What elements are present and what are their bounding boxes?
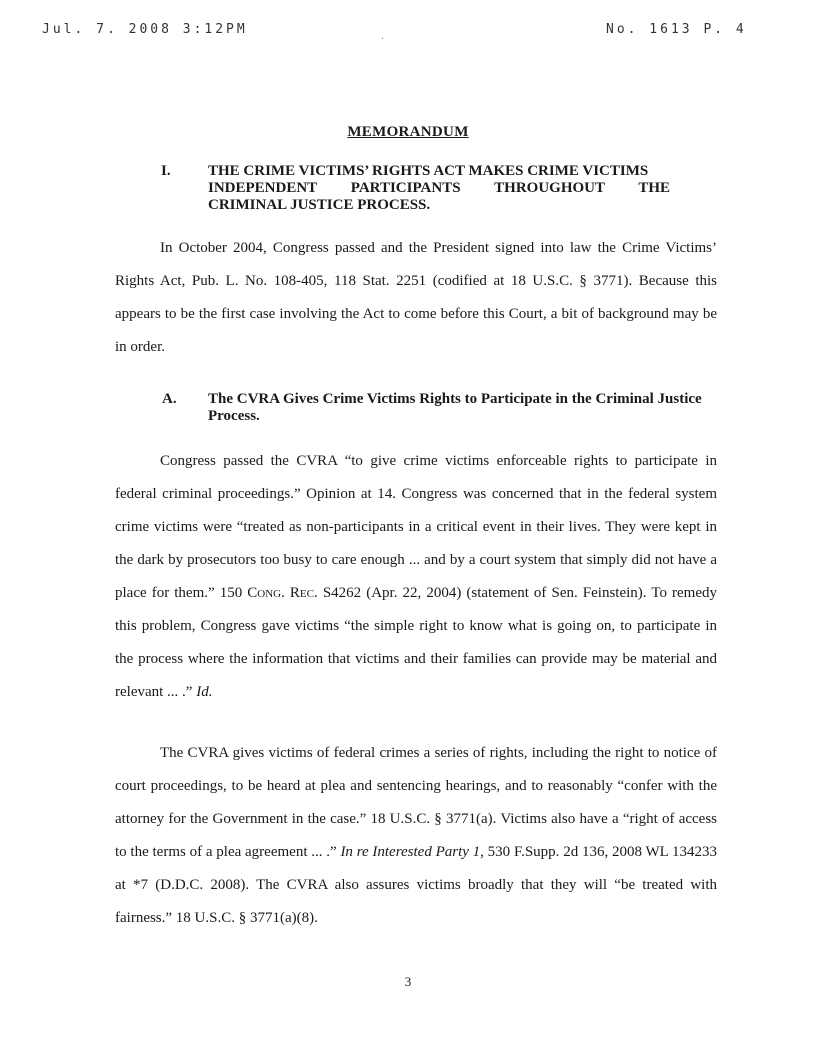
page-number: 3	[404, 974, 412, 989]
fax-header-date-time: Jul. 7. 2008 3:12PM	[42, 22, 248, 37]
subsection-letter: A.	[162, 391, 177, 407]
section-number: I.	[161, 163, 171, 179]
section-heading-line-3: CRIMINAL JUSTICE PROCESS.	[208, 197, 431, 213]
fax-header-page-number: No. 1613 P. 4	[606, 22, 747, 37]
paragraph-intro: In October 2004, Congress passed and the President signed into law the Crime Victims’ Rights Act, Pub. L. No. 108-405, 118 Stat. 2251 (codified at 18 U.S.C. § 3771). Because this appears to be the first case involving the Act to come before this Court, a bit of background may be in order.	[115, 240, 717, 355]
paragraph-rights-text-2: , 530 F.Supp. 2d 136, 2008 WL 134233 at *7 (D.D.C. 2008). The CVRA also assures victims broadly that they will “be treated with fairness.” 18 U.S.C. § 3771(a)(8).	[115, 844, 717, 926]
subsection-heading: The CVRA Gives Crime Victims Rights to Participate in the Criminal Justice Process.	[208, 391, 702, 424]
paragraph-congress-text-2: S4262 (Apr. 22, 2004) (statement of Sen. Feinstein). To remedy this problem, Congress gave victims “the simple right to know what is going on, to participate in the process where the information that victims and their families can provide may be material and relevant ... .”	[115, 585, 717, 700]
citation-case-name: In re Interested Party 1	[340, 844, 481, 860]
paragraph-congress-text-1: Congress passed the CVRA “to give crime victims enforceable rights to participate in federal criminal proceedings.” Opinion at 14. Congress was concerned that in the federal system crime victims were “treated as non-participants in a critical event in their lives. They were kept in the dark by prosecutors too busy to care enough ... and by a court system that simply did not have a place for them.” 150	[115, 453, 717, 601]
section-heading	[208, 163, 670, 214]
paragraph-cvra-rights	[115, 737, 717, 935]
fax-header-mark: ·	[381, 34, 385, 45]
section-heading-line-1: THE CRIME VICTIMS’ RIGHTS ACT MAKES CRIME VICTIMS	[208, 163, 649, 179]
section-heading-line-2: INDEPENDENT PARTICIPANTS THROUGHOUT THE	[208, 180, 670, 196]
paragraph-rights-text-1: The CVRA gives victims of federal crimes a series of rights, including the right to notice of court proceedings, to be heard at plea and sentencing hearings, and to reasonably “confer with the attorney for the Government in the case.” 18 U.S.C. § 3771(a). Victims also have a “right of access to the terms of a plea agreement ... .”	[115, 745, 717, 860]
paragraph-congress-purpose	[115, 445, 717, 709]
memorandum-title: MEMORANDUM	[347, 124, 469, 140]
citation-cong-rec: Cong. Rec.	[247, 585, 318, 601]
citation-id: Id.	[196, 684, 213, 700]
